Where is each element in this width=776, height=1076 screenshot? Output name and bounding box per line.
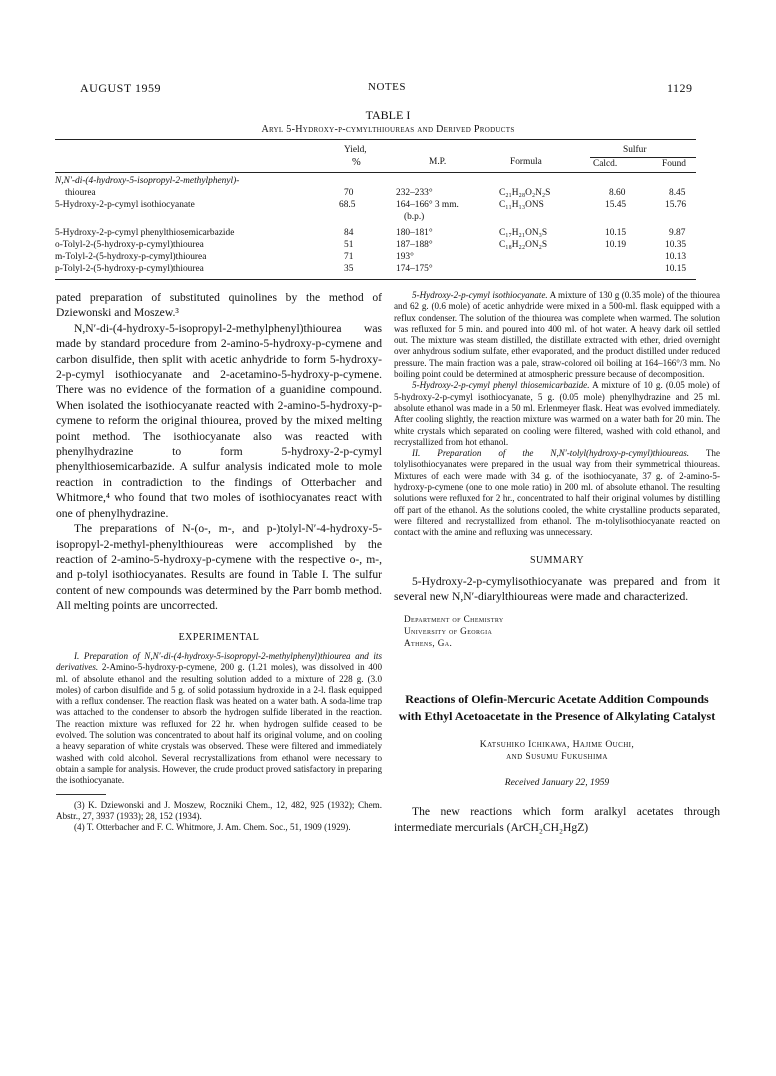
table-row-3-mp: 180–181°	[396, 228, 433, 238]
table-row-2-yield: 68.5	[339, 200, 356, 210]
received-date: Received January 22, 1959	[504, 776, 610, 788]
table-row-5-found: 10.13	[665, 252, 687, 262]
experimental-body: 2-Amino-5-hydroxy-p-cymene, 200 g. (1.21 moles), was dissolved in 400 ml. of absolute ethanol and the resulting solution added to a mixture of 228 g. (3.0 moles) of carbon disulfide and 5 g. of solid potassium hydroxide in a 2-l. flask equipped with a reflux condenser. The reaction flask was heated on a water bath. A soda-lime trap was attached to the condenser to absorb the hydrogen sulfide liberated in the reaction. The reaction mixture was refluxed for 22 hr. when hydrogen sulfide ceased to be evolved. The solution was concentrated to about half its original volume, and on cooling a heavy separation of white crystals was observed. These were filtered and immediately washed with cold alcohol. Several recrystallizations from ethanol were necessary to obtain a sample for analysis. However, the crude product proved satisfactory in preparing the isothiocyanate.	[56, 662, 382, 786]
table-row-2-calcd: 15.45	[605, 200, 627, 210]
header-mp: M.P.	[429, 157, 447, 167]
table-row-6-yield: 35	[344, 264, 354, 274]
address-city: Athens, Ga.	[404, 637, 453, 648]
isothiocyanate-body: A mixture of 130 g (0.35 mole) of the thiourea and 62 g. (0.6 mole) of acetic anhydride were mixed in a 500-ml. flask equipped with a reflux condenser. The solution of the thiourea was complete when warmed. The solution was refluxed for 5 min. and poured into 400 ml. of hot water. A heavy dark oil settled out. The mixture was steam distilled, the distillate extracted with ether, dried overnight over anhydrous sodium sulfate, ether evaporated, and the product distilled under reduced pressure. The main fraction was a pale, straw-colored oil boiling at 164–166°/3 mm. No boiling point could be determined at atmospheric pressure because of decomposition.	[394, 290, 720, 380]
experimental-heading: EXPERIMENTAL	[178, 631, 260, 643]
sulfur-span-rule	[590, 157, 696, 158]
table-row-1-calcd: 8.60	[609, 188, 626, 198]
table-row-4-found: 10.35	[665, 240, 687, 250]
table-row-6-compound: p-Tolyl-2-(5-hydroxy-p-cymyl)thiourea	[55, 264, 204, 274]
table-row-4-calcd: 10.19	[605, 240, 627, 250]
table-row-2-mp-note: (b.p.)	[404, 212, 425, 222]
summary-heading: SUMMARY	[530, 554, 584, 566]
tolyl-thiourea-body: The tolylisothiocyanates were prepared in the usual way from their symmetrical thioureas. Mixtures of each were made with 34 g. of the isothiocyanate, 37 g. of 2-amino-5-hydroxy-p-cymene (one to one mole ratio) in 200 ml. of absolute ethanol. The resulting solutions were refluxed for 2 hr., concentrated to half their original volumes by distilling off part of the ethanol. As the solutions cooled, the white crystalline products separated, were filtered and recrystallized from ethanol. The m-tolylisothiocyanate reacted on contact with the amine and refluxing was unnecessary.	[394, 448, 720, 538]
header-found: Found	[662, 159, 686, 169]
table-top-rule	[55, 139, 696, 140]
table-row-6-mp: 174–175°	[396, 264, 433, 274]
table-row-4-compound: o-Tolyl-2-(5-hydroxy-p-cymyl)thiourea	[55, 240, 204, 250]
body-paragraph-2: N,N′-di-(4-hydroxy-5-isopropyl-2-methylphenyl)thiourea was made by standard procedure from 2-amino-5-hydroxy-p-cymene and carbon disulfide, then split with acetic anhydride to form 5-hydroxy-2-p-cymyl isothiocyanate and 2-acetamino-5-hydroxy-p-cymene. There was no evidence of the formation of a guanidine compound. When isolated the isothiocyanate reacted with 2-amino-5-hydroxy-p-cymene to reform the original thiourea, proved by the mixed melting point method. The isothiocyanate also was reacted with phenylhydrazine to form 5-hydroxy-2-p-cymyl phenylthiosemicarbazide. A sulfur analysis indicated mole to mole reaction in contradiction to the findings of Otterbacher and Whitmore,⁴ who found that two moles of isothiocyanates react with one of phenylhydrazine.	[56, 321, 382, 520]
isothiocyanate-lead: 5-Hydroxy-2-p-cymyl isothiocyanate.	[412, 290, 548, 300]
table-row-2-found: 15.76	[665, 200, 687, 210]
table-row-3-compound: 5-Hydroxy-2-p-cymyl phenylthiosemicarbazide	[55, 228, 235, 238]
thiosemicarbazide-paragraph	[394, 380, 720, 448]
tolyl-thiourea-paragraph	[394, 448, 720, 538]
table-row-1-found: 8.45	[669, 188, 686, 198]
tolyl-thiourea-lead: II. Preparation of the N,N′-tolyl(hydroxy-p-cymyl)thioureas.	[412, 448, 690, 459]
table-row-3-found: 9.87	[669, 228, 686, 238]
table-row-2-formula: C₁₁H₁₃ONS	[499, 200, 544, 210]
table-row-4-formula: C₁₈H₂₂ON₂S	[499, 240, 548, 250]
running-header-date: AUGUST 1959	[80, 81, 161, 95]
table-row-3-formula: C₁₇H₂₁ON₃S	[499, 228, 548, 238]
article-intro: The new reactions which form aralkyl acetates through intermediate mercurials (ArCH₂CH₂HgZ)	[394, 805, 720, 834]
header-yield: Yield,	[344, 145, 367, 155]
table-row-3-yield: 84	[344, 228, 354, 238]
table-row-5-compound: m-Tolyl-2-(5-hydroxy-p-cymyl)thiourea	[55, 252, 207, 262]
experimental-lead: I. Preparation of N,N′-di-(4-hydroxy-5-isopropyl-2-methylphenyl)thiourea and its derivatives.	[56, 650, 382, 673]
footnote-rule	[56, 794, 106, 795]
footnote-3: (3) K. Dziewonski and J. Moszew, Roczniki Chem., 12, 482, 925 (1932); Chem. Abstr., 27, 3937 (1933); 28, 152 (1934).	[56, 799, 382, 821]
table-row-1-formula: C₂₁H₂₈O₂N₂S	[499, 188, 551, 198]
table-bottom-rule	[55, 279, 696, 280]
running-header-section: NOTES	[368, 81, 406, 93]
table-row-4-mp: 187–188°	[396, 240, 433, 250]
footnote-4: (4) T. Otterbacher and F. C. Whitmore, J. Am. Chem. Soc., 51, 1909 (1929).	[74, 822, 351, 833]
table-row-1-compound-cont: thiourea	[65, 188, 96, 198]
table-row-1-compound: N,N′-di-(4-hydroxy-5-isopropyl-2-methylphenyl)-	[55, 176, 240, 186]
body-paragraph-3: The preparations of N-(o-, m-, and p-)tolyl-N′-4-hydroxy-5-isopropyl-2-methyl-phenylthioureas were accomplished by the reaction of 2-amino-5-hydroxy-p-cymene with the respective o-, m-, and p-tolyl isothiocyanates. Results are found in Table I. The sulfur content of new compounds was determined by the Parr bomb method. All melting points are uncorrected.	[56, 522, 382, 613]
header-yield-unit: %	[352, 157, 361, 168]
experimental-paragraph	[56, 651, 382, 787]
table-title: TABLE I	[365, 108, 411, 122]
authors-line-2: and Susumu Fukushima	[506, 750, 608, 762]
body-paragraph-1: pated preparation of substituted quinolines by the method of Dziewonski and Moszew.³	[56, 291, 382, 320]
article-authors	[394, 739, 720, 763]
table-row-5-yield: 71	[344, 252, 354, 262]
table-row-4-yield: 51	[344, 240, 354, 250]
table-row-3-calcd: 10.15	[605, 228, 627, 238]
table-row-1-mp: 232–233°	[396, 188, 433, 198]
authors-line-1: Katsuhiko Ichikawa, Hajime Ouchi,	[479, 738, 635, 750]
table-header-rule	[55, 172, 696, 173]
header-sulfur: Sulfur	[623, 145, 647, 155]
right-column	[394, 290, 720, 835]
summary-paragraph: 5-Hydroxy-2-p-cymylisothiocyanate was prepared and from it several new N,N′-diarylthioureas were made and characterized.	[394, 574, 720, 604]
thiosemicarbazide-body: A mixture of 10 g. (0.05 mole) of 5-hydroxy-2-p-cymyl isothiocyanate, 5 g. (0.05 mole) phenylhydrazine and 25 ml. absolute ethanol was made in a 50 ml. Erlenmeyer flask. Heat was evolved immediately. After cooling slightly, the reaction mixture was warmed on a water bath for 20 min. The white crystals which separated on cooling were filtered, washed with cold ethanol, and recrystallized from hot ethanol.	[394, 380, 720, 447]
article-title: Reactions of Olefin-Mercuric Acetate Addition Compounds with Ethyl Acetoacetate in the Presence of Alkylating Catalyst	[398, 691, 716, 723]
thiosemicarbazide-lead: 5-Hydroxy-2-p-cymyl phenyl thiosemicarbazide.	[412, 380, 590, 391]
page-number: 1129	[667, 81, 693, 95]
table-row-5-mp: 193°	[396, 252, 414, 262]
table-row-1-yield: 70	[344, 188, 354, 198]
header-calcd: Calcd.	[593, 159, 618, 169]
author-address	[394, 613, 720, 649]
left-column	[56, 290, 382, 833]
table-row-2-mp: 164–166° 3 mm.	[396, 200, 459, 210]
isothiocyanate-paragraph	[394, 290, 720, 380]
table-caption: Aryl 5-Hydroxy-p-cymylthioureas and Derived Products	[261, 124, 515, 135]
table-row-2-compound: 5-Hydroxy-2-p-cymyl isothiocyanate	[55, 200, 195, 210]
table-row-6-found: 10.15	[665, 264, 687, 274]
address-department: Department of Chemistry	[404, 613, 504, 624]
header-formula: Formula	[510, 157, 542, 167]
address-university: University of Georgia	[404, 625, 493, 636]
